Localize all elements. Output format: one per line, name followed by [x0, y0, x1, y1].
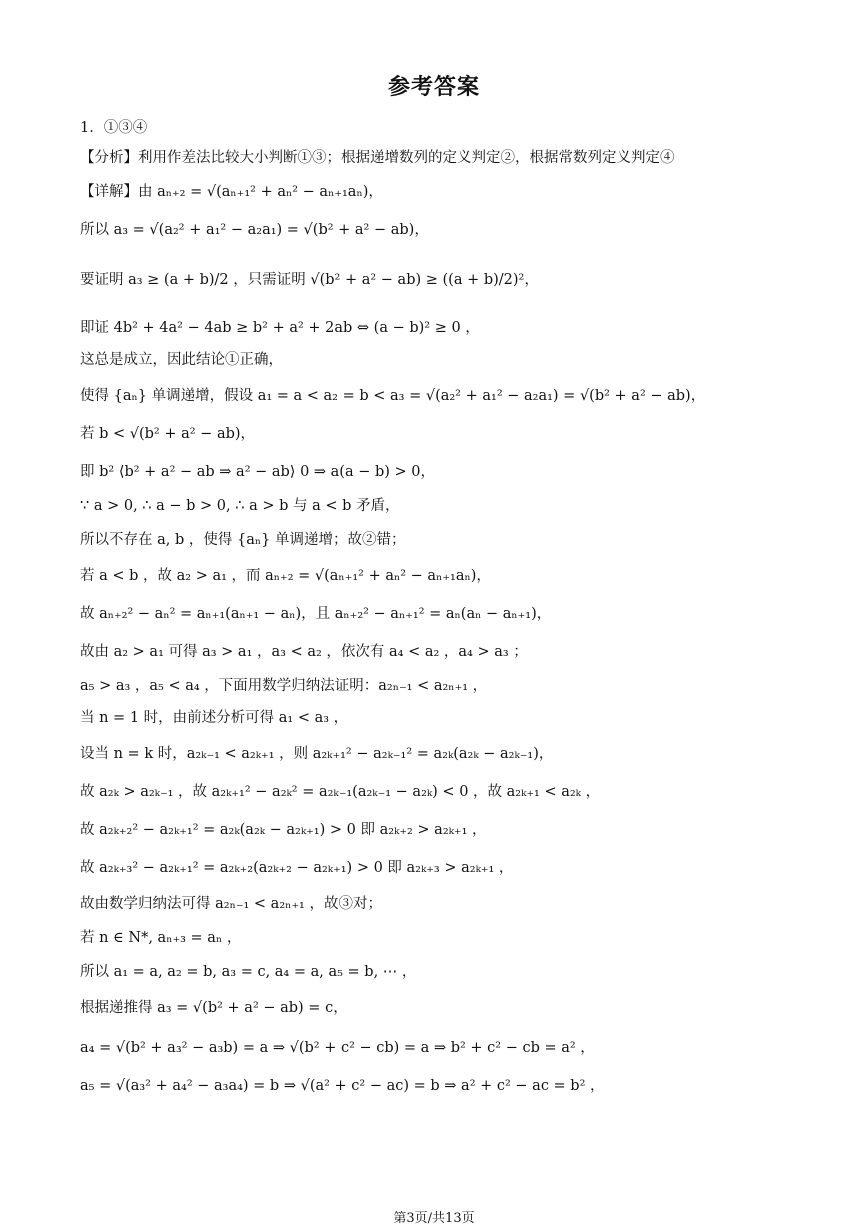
line-to-prove: 要证明 a₃ ≥ (a + b)/2 ，只需证明 √(b² + a² − ab) ≥ ((a + b)/2)²， — [80, 272, 539, 288]
line-recurrence-a3: 根据递推得 a₃ = √(b² + a² − ab) = c， — [80, 1000, 348, 1016]
line-inductive-step-3: 故 a₂ₖ₊₃² − a₂ₖ₊₁² = a₂ₖ₊₂(a₂ₖ₊₂ − a₂ₖ₊₁) > 0 即 a₂ₖ₊₃ > a₂ₖ₊₁ ， — [80, 860, 514, 876]
line-inductive-step-1: 故 a₂ₖ > a₂ₖ₋₁ ，故 a₂ₖ₊₁² − a₂ₖ² = a₂ₖ₋₁(a₂ₖ₋₁ − a₂ₖ) < 0 ，故 a₂ₖ₊₁ < a₂ₖ ， — [80, 784, 601, 800]
line-problem-number: 1．①③④ — [80, 120, 148, 136]
line-if-b: 若 b < √(b² + a² − ab)， — [80, 426, 256, 442]
line-induction-start: a₅ > a₃ ，a₅ < a₄ ，下面用数学归纳法证明：a₂ₙ₋₁ < a₂ₙ₊₁ ， — [80, 678, 488, 694]
line-conclusion-1: 这总是成立，因此结论①正确， — [80, 352, 283, 368]
line-conclusion-2: 所以不存在 a, b ，使得 {aₙ} 单调递增；故②错； — [80, 532, 406, 548]
line-analysis: 【分析】利用作差法比较大小判断①③；根据递增数列的定义判定②，根据常数列定义判定④ — [80, 150, 675, 166]
line-conclusion-3: 故由数学归纳法可得 a₂ₙ₋₁ < a₂ₙ₊₁ ，故③对； — [80, 896, 382, 912]
line-inductive-step-2: 故 a₂ₖ₊₂² − a₂ₖ₊₁² = a₂ₖ(a₂ₖ − a₂ₖ₊₁) > 0 即 a₂ₖ₊₂ > a₂ₖ₊₁ ， — [80, 822, 487, 838]
line-differences: 故 aₙ₊₂² − aₙ² = aₙ₊₁(aₙ₊₁ − aₙ)，且 aₙ₊₂² − aₙ₊₁² = aₙ(aₙ − aₙ₊₁)， — [80, 606, 552, 622]
line-equivalent: 即证 4b² + 4a² − 4ab ≥ b² + a² + 2ab ⇔ (a − b)² ≥ 0 ， — [80, 320, 480, 336]
line-values: 所以 a₁ = a, a₂ = b, a₃ = c, a₄ = a, a₅ = b, ⋯ ， — [80, 964, 417, 980]
line-recurrence-a4: a₄ = √(b² + a₃² − a₃b) = a ⇒ √(b² + c² − cb) = a ⇒ b² + c² − cb = a² ， — [80, 1040, 595, 1056]
line-inductive-hypothesis: 设当 n = k 时，a₂ₖ₋₁ < a₂ₖ₊₁ ，则 a₂ₖ₊₁² − a₂ₖ₋₁² = a₂ₖ(a₂ₖ − a₂ₖ₋₁)， — [80, 746, 554, 762]
line-periodic: 若 n ∈ N*, aₙ₊₃ = aₙ ， — [80, 930, 242, 946]
line-detail: 【详解】由 aₙ₊₂ = √(aₙ₊₁² + aₙ² − aₙ₊₁aₙ)， — [80, 184, 383, 200]
line-base-case: 当 n = 1 时，由前述分析可得 a₁ < a₃ ， — [80, 710, 349, 726]
page-footer: 第3页/共13页 — [393, 1211, 475, 1226]
page-title: 参考答案 — [387, 75, 480, 100]
line-sequence-order: 故由 a₂ > a₁ 可得 a₃ > a₁ ，a₃ < a₂ ，依次有 a₄ < a₂ ，a₄ > a₃ ； — [80, 644, 528, 660]
line-contradiction: ∵ a > 0, ∴ a − b > 0, ∴ a > b 与 a < b 矛盾， — [80, 498, 400, 514]
line-assume-increasing: 使得 {aₙ} 单调递增，假设 a₁ = a < a₂ = b < a₃ = √(a₂² + a₁² − a₂a₁) = √(b² + a² − ab)， — [80, 388, 706, 404]
line-a3: 所以 a₃ = √(a₂² + a₁² − a₂a₁) = √(b² + a² − ab)， — [80, 222, 429, 238]
line-if-a-lt-b: 若 a < b ，故 a₂ > a₁ ，而 aₙ₊₂ = √(aₙ₊₁² + aₙ² − aₙ₊₁aₙ)， — [80, 568, 491, 584]
line-then-b2: 即 b² ⟨b² + a² − ab ⇒ a² − ab⟩ 0 ⇒ a(a − b) > 0， — [80, 464, 436, 480]
line-recurrence-a5: a₅ = √(a₃² + a₄² − a₃a₄) = b ⇒ √(a² + c² − ac) = b ⇒ a² + c² − ac = b² ， — [80, 1078, 605, 1094]
